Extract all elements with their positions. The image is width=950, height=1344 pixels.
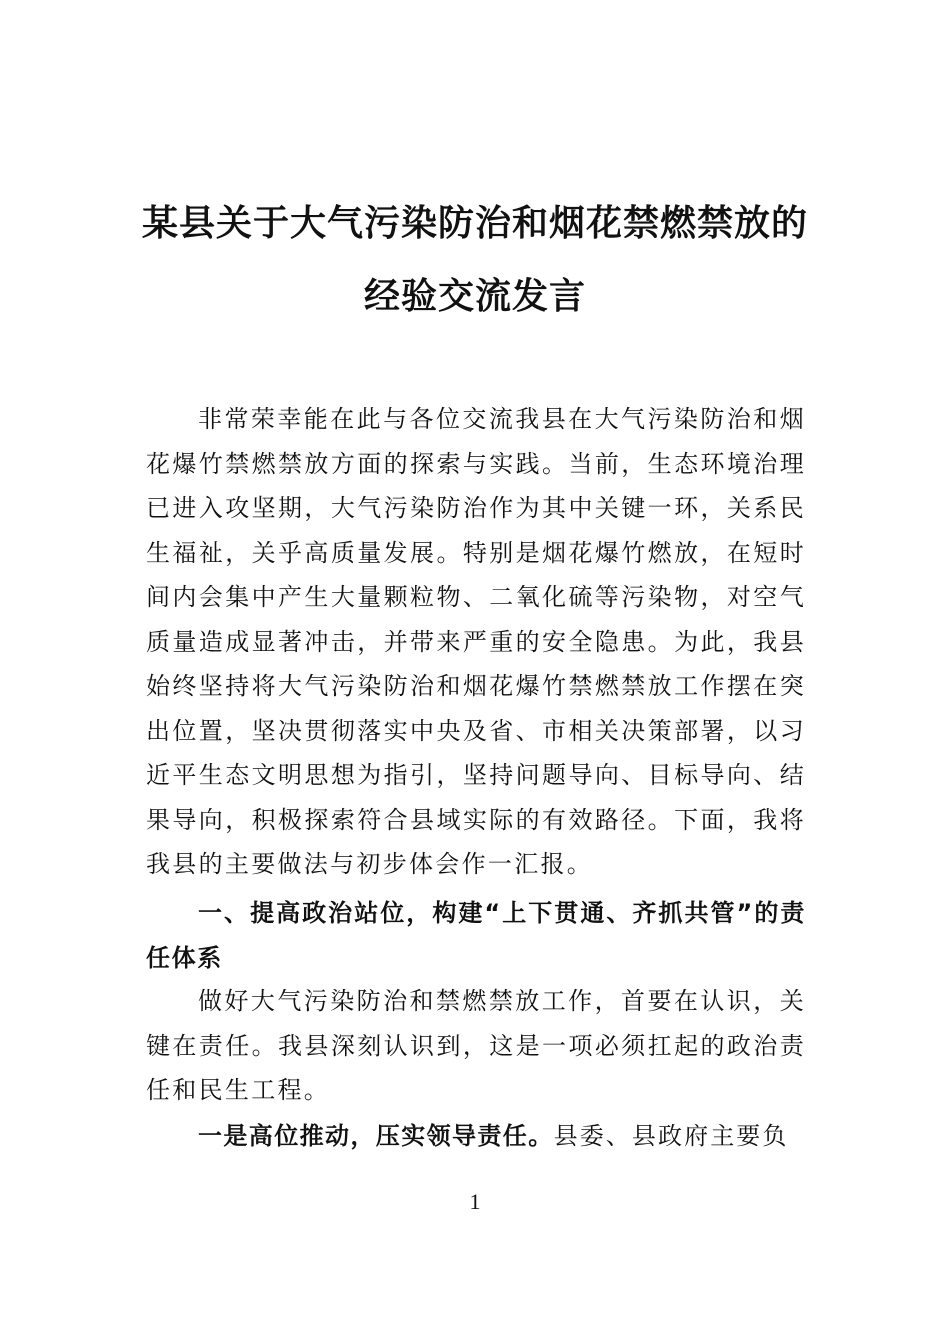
point-1-text: 县委、县政府主要负 <box>553 1122 789 1150</box>
point-1-lead: 一是高位推动，压实领导责任。 <box>198 1122 554 1150</box>
section-1-heading: 一、提高政治站位，构建“上下贯通、齐抓共管”的责任体系 <box>146 899 806 972</box>
document-title-line-1: 某县关于大气污染防治和烟花禁燃禁放的 <box>141 203 808 244</box>
intro-paragraph: 非常荣幸能在此与各位交流我县在大气污染防治和烟花爆竹禁燃禁放方面的探索与实践。当前，生态环境治理已进入攻坚期，大气污染防治作为其中关键一环，关系民生福祉，关乎高质量发展。特别是烟花爆竹燃放，在短时间内会集中产生大量颗粒物、二氧化硫等污染物，对空气质量造成显著冲击，并带来严重的安全隐患。为此，我县始终坚持将大气污染防治和烟花爆竹禁燃禁放工作摆在突出位置，坚决贯彻落实中央及省、市相关决策部署，以习近平生态文明思想为指引，坚持问题导向、目标导向、结果导向，积极探索符合县域实际的有效路径。下面，我将我县的主要做法与初步体会作一汇报。 <box>146 405 806 878</box>
point-1-paragraph <box>146 1114 826 1159</box>
page-number: 1 <box>469 1189 481 1214</box>
document-title-line-2: 经验交流发言 <box>363 276 586 317</box>
section-1-paragraph: 做好大气污染防治和禁燃禁放工作，首要在认识，关键在责任。我县深刻认识到，这是一项必须扛起的政治责任和民生工程。 <box>146 987 806 1104</box>
